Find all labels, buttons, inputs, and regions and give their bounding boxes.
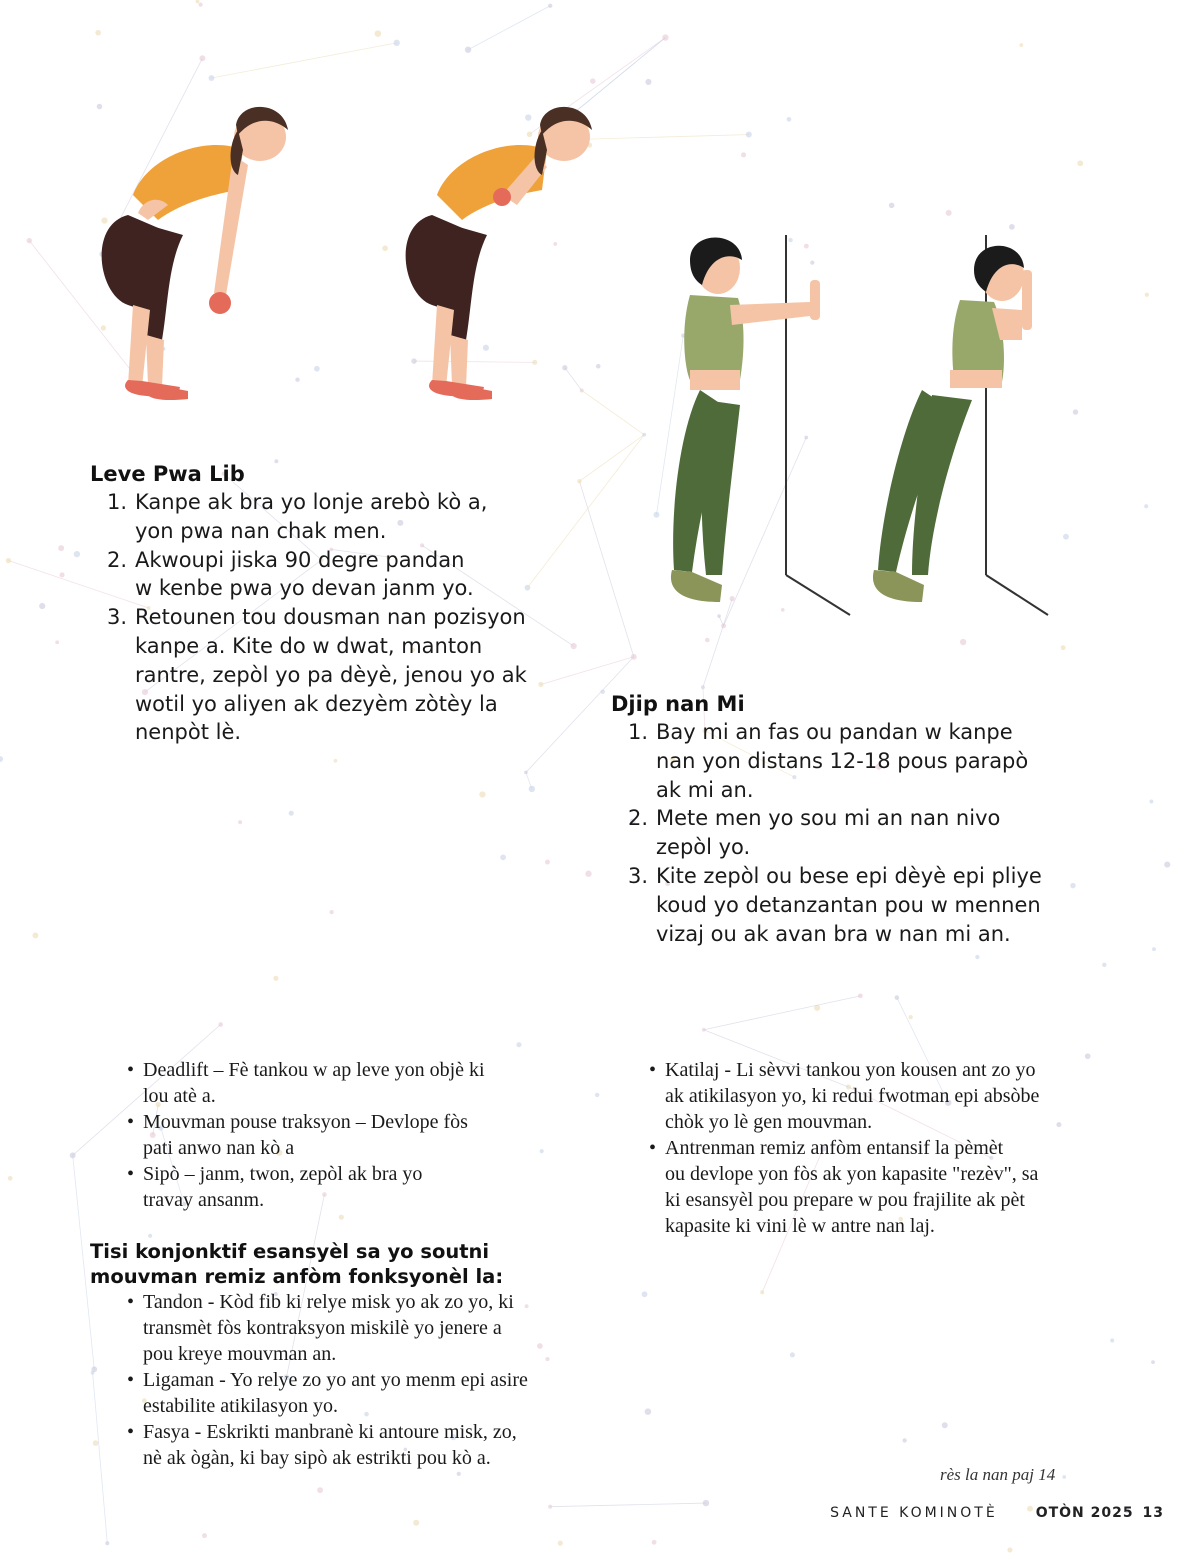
exercise-right-title: Djip nan Mi (611, 692, 745, 716)
network-node (548, 1505, 552, 1509)
page-footer (830, 1505, 1164, 1521)
network-node (787, 117, 792, 122)
network-node (27, 238, 32, 243)
exercise-left-steps (90, 488, 610, 747)
connective-tissue-heading: Tisi konjonktif esansyèl sa yo soutni mouvman remiz anfòm fonksyonèl la: (90, 1240, 504, 1288)
network-node (209, 75, 215, 81)
network-node (1063, 534, 1069, 540)
list-item: • Antrenman remiz anfòm entansif la pèmèt ou devlope yon fòs ak yon kapasite "rezèv", sa ki esansyèl pou prepare w pou frajilite ak pèt kapasite ki vini lè w antre nan laj. (645, 1135, 1165, 1239)
network-node (1062, 1475, 1066, 1479)
network-node (790, 1352, 795, 1357)
list-item: • Fasya - Eskrikti manbranè ki antoure misk, zo, nè ak ògàn, ki bay sipò ak estrikti pou kò a. (123, 1419, 603, 1471)
network-node (314, 366, 320, 372)
network-node (529, 786, 535, 792)
exercise-left (90, 460, 610, 747)
list-item: • Deadlift – Fè tankou w ap leve yon objè ki lou atè a. (123, 1057, 603, 1109)
woman-standing-dumbbells-illustration (88, 95, 298, 415)
network-line (93, 1373, 108, 1544)
exercise-right (611, 690, 1131, 948)
connective-tissue-list (123, 1289, 603, 1471)
network-node (558, 1541, 563, 1546)
network-node (1152, 947, 1156, 951)
network-node (334, 759, 338, 763)
network-node (413, 1520, 419, 1526)
list-item: • Katilaj - Li sèvvi tankou yon kousen ant zo yo ak atikilasyon yo, ki redui fwotman epi absòbe chòk yo lè gen mouvman. (645, 1057, 1165, 1135)
network-node (238, 820, 242, 824)
network-node (1073, 409, 1078, 414)
network-line (550, 1503, 706, 1507)
left-text-column (90, 1057, 603, 1471)
network-node (55, 640, 59, 644)
network-node (199, 55, 205, 61)
network-node (642, 433, 646, 437)
network-node (1061, 645, 1066, 650)
network-line (526, 772, 532, 789)
network-node (0, 756, 3, 762)
network-node (58, 545, 64, 551)
network-node (375, 30, 382, 37)
woman-wall-push-bent-illustration (862, 230, 1062, 620)
network-node (702, 1028, 706, 1032)
network-node (1077, 160, 1083, 166)
list-item: • Ligaman - Yo relye zo yo ant yo menm epi asire estabilite atikilasyon yo. (123, 1367, 603, 1419)
network-node (317, 1487, 323, 1493)
network-node (329, 910, 333, 914)
woman-wall-push-start-illustration (660, 230, 860, 620)
network-node (202, 1533, 207, 1538)
continued-note: rès la nan paj 14 (940, 1465, 1056, 1484)
network-node (1164, 862, 1170, 868)
network-node (642, 1291, 648, 1297)
network-node (631, 654, 637, 660)
network-node (457, 1472, 461, 1476)
network-line (468, 6, 550, 50)
network-node (960, 639, 966, 645)
step-item: 1. Bay mi an fas ou pandan w kanpe nan yon distans 12-18 pous parapò ak mi an. (628, 720, 1029, 802)
network-node (105, 1541, 109, 1545)
network-node (91, 1371, 95, 1375)
network-node (741, 152, 746, 157)
network-node (273, 976, 278, 981)
network-node (289, 811, 294, 816)
network-node (975, 955, 979, 959)
cartilage-training-bullets (645, 1057, 1165, 1239)
network-node (909, 1015, 913, 1019)
network-node (545, 860, 550, 865)
network-node (1149, 800, 1153, 804)
network-node (902, 1438, 906, 1442)
network-node (942, 1422, 948, 1428)
network-node (645, 79, 651, 85)
list-item: • Tandon - Kòd fib ki relye misk yo ak zo yo, ki transmèt fòs kontraksyon miskilè yo jenere a pou kreye mouvman an. (123, 1289, 603, 1367)
network-node (394, 40, 400, 46)
network-node (382, 245, 388, 251)
network-node (703, 1500, 709, 1506)
network-node (889, 203, 895, 209)
step-item: 2. Akwoupi jiska 90 degre pandan w kenbe pwa yo devan janm yo. (107, 547, 474, 601)
network-line (704, 996, 861, 1030)
network-node (39, 603, 45, 609)
network-node (895, 995, 900, 1000)
network-node (516, 1042, 521, 1047)
network-node (70, 1152, 76, 1158)
network-node (590, 78, 596, 84)
network-node (652, 1540, 657, 1545)
network-node (1102, 963, 1106, 967)
network-node (645, 1408, 652, 1415)
network-node (746, 132, 752, 138)
network-node (1019, 43, 1023, 47)
network-node (705, 638, 710, 643)
network-node (95, 30, 101, 36)
step-item: 3. Retounen tou dousman nan pozisyon kanpe a. Kite do w dwat, manton rantre, zepòl yo pa dèyè, jenou yo ak wotil yo aliyen ak dezyèm zòtèy la nenpòt lè. (107, 605, 527, 745)
network-line (211, 43, 396, 78)
network-node (8, 1176, 13, 1181)
magazine-name: SANTE KOMINOTÈ (830, 1505, 998, 1521)
network-node (858, 993, 863, 998)
network-node (1145, 293, 1149, 297)
network-node (946, 210, 952, 216)
network-node (1151, 1360, 1155, 1364)
network-node (548, 4, 552, 8)
network-node (1009, 224, 1015, 230)
step-item: 3. Kite zepòl ou bese epi dèyè epi pliye koud yo detanzantan pou w mennen vizaj ou ak avan bra w nan mi an. (628, 863, 1042, 946)
list-item: • Sipò – janm, twon, zepòl ak bra yo travay ansanm. (123, 1161, 603, 1213)
network-node (93, 1440, 99, 1446)
network-node (479, 791, 485, 797)
step-item: 2. Mete men yo sou mi an nan nivo zepòl yo. (628, 806, 1001, 860)
network-node (585, 871, 591, 877)
step-item: 1. Kanpe ak bra yo lonje arebò kò a, yon pwa nan chak men. (107, 490, 488, 543)
exercise-right-steps (611, 718, 1131, 948)
network-node (196, 0, 200, 3)
movement-bullets (123, 1057, 603, 1213)
right-text-column (645, 1057, 1165, 1239)
network-node (500, 854, 506, 860)
network-node (1007, 1547, 1012, 1552)
network-node (1110, 1338, 1114, 1342)
woman-bent-row-illustration (392, 95, 602, 415)
network-node (74, 551, 80, 557)
network-node (198, 3, 202, 7)
list-item: • Mouvman pouse traksyon – Devlope fòs pati anwo nan kò a (123, 1109, 603, 1161)
network-node (60, 572, 65, 577)
network-node (218, 1022, 223, 1027)
exercise-left-title: Leve Pwa Lib (90, 462, 245, 486)
issue-label: OTÒN 2025 (1035, 1505, 1134, 1521)
network-node (1144, 504, 1148, 508)
page-number: 13 (1142, 1505, 1164, 1521)
network-node (760, 1290, 764, 1294)
network-node (6, 558, 11, 563)
network-node (32, 932, 38, 938)
